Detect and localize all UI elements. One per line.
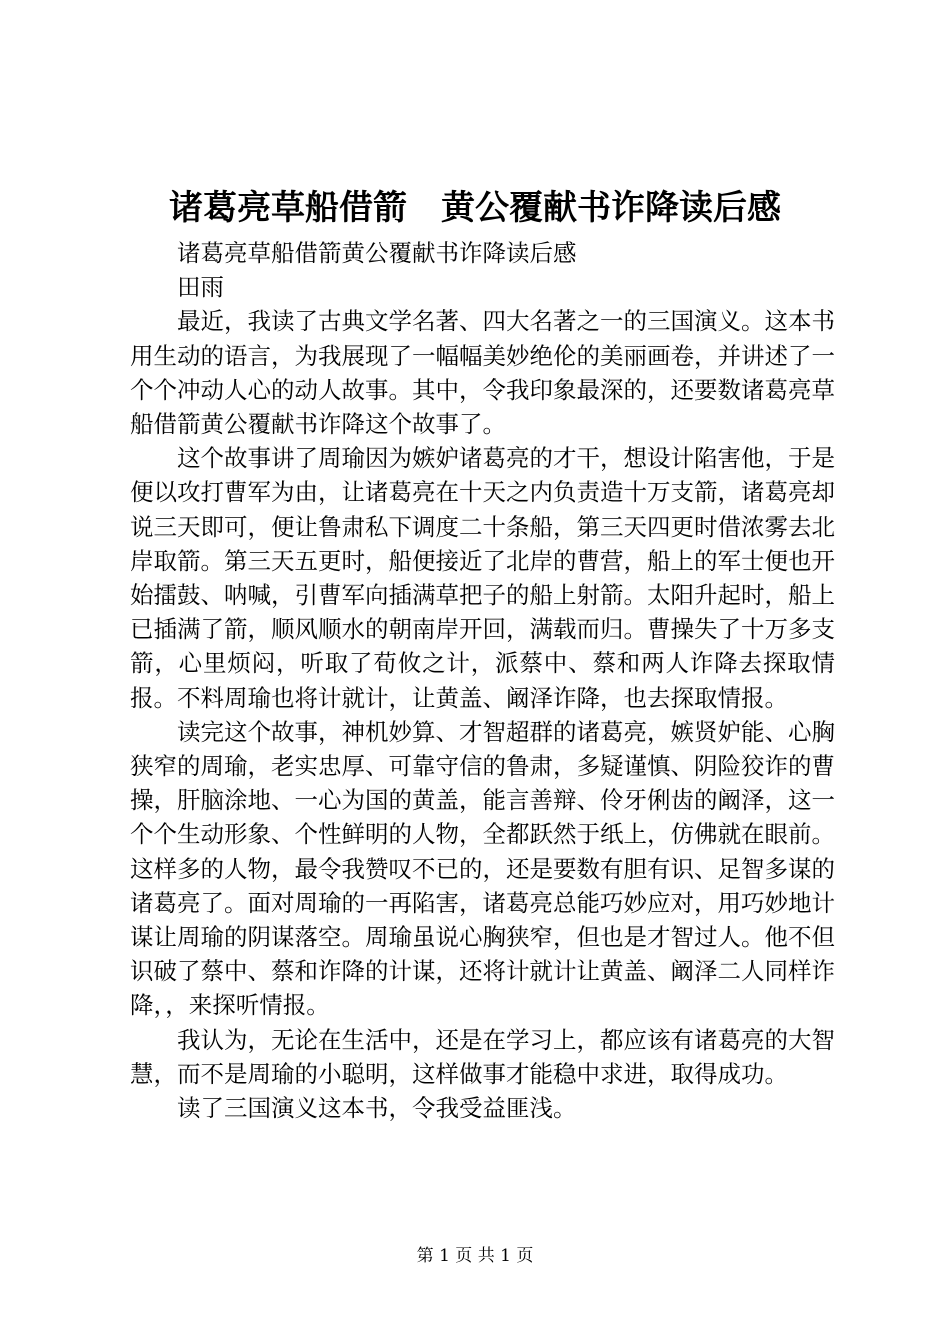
document-title: 诸葛亮草船借箭 黄公覆献书诈降读后感 — [169, 188, 781, 228]
document-subtitle: 诸葛亮草船借箭黄公覆献书诈降读后感 — [177, 239, 577, 267]
paragraph-3: 读完这个故事，神机妙算、才智超群的诸葛亮，嫉贤妒能、心胸狭窄的周瑜，老实忠厚、可靠守信的鲁肃，多疑谨慎、阴险狡诈的曹操，肝脑涂地、一心为国的黄盖，能言善辩、伶牙俐齿的阚泽，这一个个生动形象、个性鲜明的人物，全都跃然于纸上，仿佛就在眼前。这样多的人物，最令我赞叹不已的，还是要数有胆有识、足智多谋的诸葛亮了。面对周瑜的一再陷害，诸葛亮总能巧妙应对，用巧妙地计谋让周瑜的阴谋落空。周瑜虽说心胸狭窄，但也是才智过人。他不但识破了蔡中、蔡和诈降的计谋，还将计就计让黄盖、阚泽二人同样诈降，，来探听情报。 — [130, 717, 835, 1020]
document-body — [130, 236, 835, 1125]
page-footer: 第 1 页 共 1 页 — [416, 1246, 534, 1266]
paragraph-1: 最近，我读了古典文学名著、四大名著之一的三国演义。这本书用生动的语言，为我展现了一幅幅美妙绝伦的美丽画卷，并讲述了一个个冲动人心的动人故事。其中，令我印象最深的，还要数诸葛亮草船借箭黄公覆献书诈降这个故事了。 — [130, 307, 835, 439]
paragraph-2: 这个故事讲了周瑜因为嫉妒诸葛亮的才干，想设计陷害他，于是便以攻打曹军为由，让诸葛亮在十天之内负责造十万支箭，诸葛亮却说三天即可，便让鲁肃私下调度二十条船，第三天四更时借浓雾去北岸取箭。第三天五更时，船便接近了北岸的曹营，船上的军士便也开始擂鼓、呐喊，引曹军向插满草把子的船上射箭。太阳升起时，船上已插满了箭，顺风顺水的朝南岸开回，满载而归。曹操失了十万多支箭，心里烦闷，听取了荀攸之计，派蔡中、蔡和两人诈降去探取情报。不料周瑜也将计就计，让黄盖、阚泽诈降，也去探取情报。 — [130, 444, 835, 712]
paragraph-4: 我认为，无论在生活中，还是在学习上，都应该有诸葛亮的大智慧，而不是周瑜的小聪明，这样做事才能稳中求进，取得成功。 — [130, 1025, 835, 1088]
paragraph-5: 读了三国演义这本书，令我受益匪浅。 — [177, 1094, 577, 1123]
document-author: 田雨 — [177, 273, 224, 302]
